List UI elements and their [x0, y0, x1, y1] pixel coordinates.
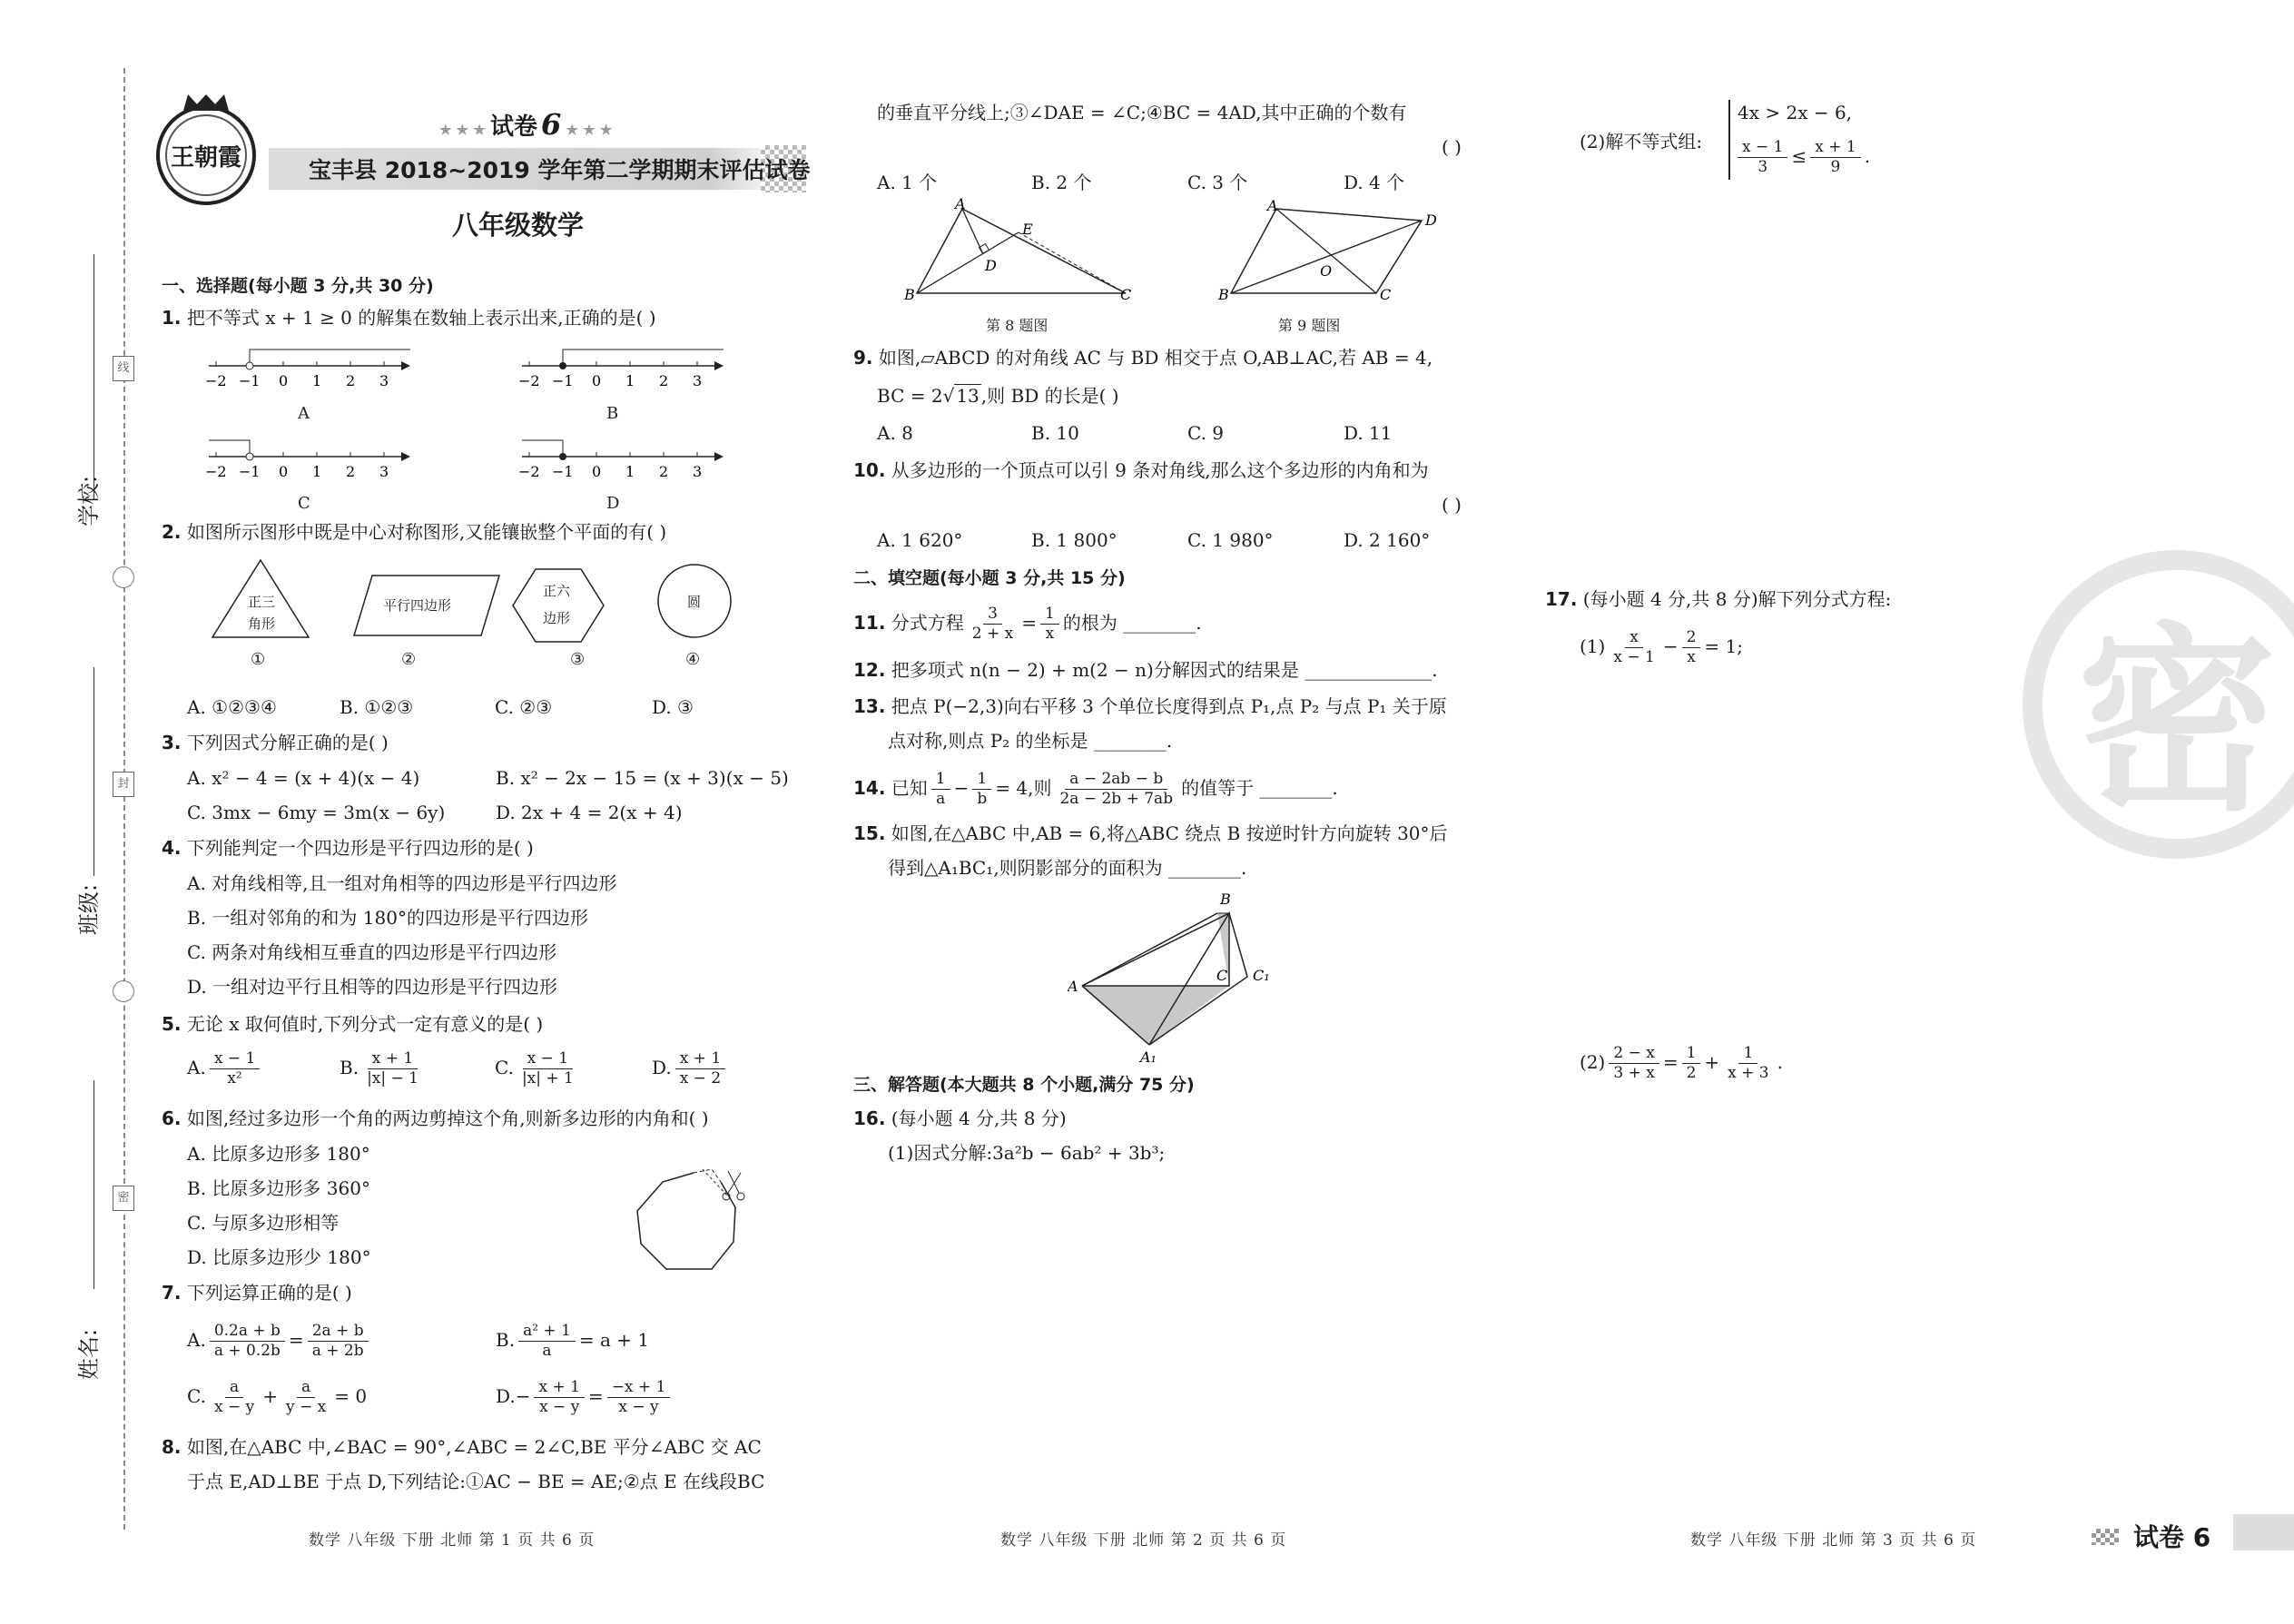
series-label: ★ ★ ★ 试卷 6 ★ ★ ★: [439, 107, 613, 142]
svg-text:2: 2: [659, 372, 669, 389]
q8-line2: 于点 E,AD⊥BE 于点 D,下列结论:①AC − BE = AE;②点 E 在线段BC: [187, 1471, 765, 1492]
svg-text:0: 0: [279, 372, 289, 389]
q2-shapes: [209, 556, 753, 674]
binding-line: [123, 68, 125, 1530]
svg-text:−1: −1: [239, 463, 261, 480]
svg-text:B: B: [1218, 286, 1229, 303]
svg-text:2: 2: [346, 463, 356, 480]
q5: 5. 无论 x 取何值时,下列分式一定有意义的是( ): [162, 1013, 544, 1035]
q2-option-d: D. ③: [652, 696, 694, 718]
binding-hole-2: [113, 980, 134, 1002]
q2-mark-4: ④: [685, 650, 701, 669]
q3: 3. 下列因式分解正确的是( ): [162, 732, 389, 753]
q15: 15. 如图,在△ABC 中,AB = 6,将△ABC 绕点 B 按逆时针方向旋转 30°后: [853, 822, 1448, 844]
svg-text:3: 3: [693, 372, 703, 389]
binding-mark-line: 线: [113, 356, 134, 381]
svg-text:C₁: C₁: [1253, 967, 1270, 984]
q2-option-c: C. ②③: [495, 696, 553, 718]
numline-d: [518, 440, 724, 480]
q1: 1. 把不等式 x + 1 ≥ 0 的解集在数轴上表示出来,正确的是( ): [162, 307, 656, 329]
sqrt-icon: √: [942, 385, 955, 407]
q3-option-c: C. 3mx − 6my = 3m(x − 6y): [187, 802, 446, 823]
q1-label-a: A: [298, 404, 310, 423]
binding-hole-1: [113, 566, 134, 588]
svg-text:3: 3: [693, 463, 703, 480]
q7-option-a: A. $\frac{0.2a + b}{a + 0.2b}$ = $\frac{2a + b}{a + 2b}$: [187, 1322, 372, 1361]
svg-text:D: D: [1425, 212, 1437, 229]
q6-option-c: C. 与原多边形相等: [187, 1212, 340, 1234]
q1-label-b: B: [606, 404, 619, 423]
logo: [156, 105, 256, 205]
q4-option-c: C. 两条对角线相互垂直的四边形是平行四边形: [187, 941, 557, 963]
footer-squares-icon: [2092, 1529, 2119, 1545]
svg-text:A: A: [955, 198, 966, 212]
svg-text:1: 1: [625, 372, 635, 389]
svg-text:0: 0: [279, 463, 289, 480]
q8-option-d: D. 4 个: [1344, 172, 1405, 193]
stars-left-icon: ★ ★ ★: [439, 122, 491, 138]
q4-option-b: B. 一组对邻角的和为 180°的四边形是平行四边形: [187, 907, 588, 929]
school-label: 学校:: [76, 475, 102, 527]
q15-line2: 得到△A₁BC₁,则阴影部分的面积为 ________.: [888, 857, 1247, 879]
svg-text:C: C: [1216, 967, 1228, 984]
hexagon-shape: [513, 569, 604, 642]
footer-badge-bar: [2233, 1514, 2294, 1550]
q4: 4. 下列能判定一个四边形是平行四边形的是( ): [162, 837, 534, 859]
q7: 7. 下列运算正确的是( ): [162, 1282, 352, 1304]
q5-option-b: B. $\frac{x + 1}{|x| - 1}$: [340, 1049, 418, 1088]
q2-mark-1: ①: [251, 650, 266, 669]
svg-text:0: 0: [592, 463, 602, 480]
q1-label-c: C: [298, 494, 310, 513]
q14: 14. 已知 $\frac{1}{a}$ − $\frac{1}{b}$ = 4,则 $\frac{a - 2ab - b}{2a - 2b + 7ab}$ 的值等于 ________.: [853, 770, 1338, 808]
binding-mark-secret: 密: [113, 1186, 134, 1211]
q5-option-c: C. $\frac{x - 1}{|x| + 1}$: [495, 1049, 574, 1088]
q1-label-d: D: [606, 494, 620, 513]
svg-text:−1: −1: [239, 372, 261, 389]
q2-option-a: A. ①②③④: [187, 696, 277, 718]
q1-number-lines: [200, 343, 726, 507]
figure-8-caption: 第 8 题图: [986, 317, 1049, 334]
q9: 9. 如图,▱ABCD 的对角线 AC 与 BD 相交于点 O,AB⊥AC,若 AB = 4,: [853, 347, 1433, 369]
footer-badge: 试卷 6: [2133, 1522, 2211, 1552]
binding-mark-seal: 封: [113, 772, 134, 797]
numline-c: [205, 440, 410, 480]
q3-option-a: A. x² − 4 = (x + 4)(x − 4): [187, 767, 420, 789]
subject-title: 八年级数学: [452, 210, 585, 241]
q8: 8. 如图,在△ABC 中,∠BAC = 90°,∠ABC = 2∠C,BE 平分∠ABC 交 AC: [162, 1436, 762, 1458]
q17-part1: (1) $\frac{x}{x - 1}$ − $\frac{2}{x}$ = 1;: [1580, 628, 1743, 666]
class-label: 班级:: [76, 883, 102, 935]
scissors-icon: [723, 1171, 744, 1200]
numline-a: [205, 349, 410, 389]
q8-continued: 的垂直平分线上;③∠DAE = ∠C;④BC = 4AD,其中正确的个数有: [877, 102, 1407, 123]
svg-text:A: A: [1068, 978, 1078, 995]
section1-title: 一、选择题(每小题 3 分,共 30 分): [162, 276, 434, 296]
q5-option-a: A. $\frac{x - 1}{\text{x²}}$: [187, 1049, 263, 1088]
q16: 16. (每小题 4 分,共 8 分): [853, 1107, 1067, 1129]
footer-page3: 数学 八年级 下册 北师 第 3 页 共 6 页: [1690, 1531, 1977, 1550]
stars-right-icon: ★ ★ ★: [561, 122, 613, 138]
svg-text:D: D: [985, 257, 997, 274]
svg-text:C: C: [1380, 286, 1392, 303]
q2-shape-label-1a: 正三: [248, 594, 276, 610]
q10: 10. 从多边形的一个顶点可以引 9 条对角线,那么这个多边形的内角和为: [853, 459, 1429, 481]
svg-text:−2: −2: [518, 372, 540, 389]
q9-option-c: C. 9: [1187, 422, 1225, 444]
q8-option-c: C. 3 个: [1187, 172, 1248, 193]
svg-text:0: 0: [592, 372, 602, 389]
q4-option-a: A. 对角线相等,且一组对角相等的四边形是平行四边形: [187, 872, 617, 894]
q12: 12. 把多项式 n(n − 2) + m(2 − n)分解因式的结果是 ______________.: [853, 659, 1438, 681]
svg-text:3: 3: [379, 463, 389, 480]
q2: 2. 如图所示图形中既是中心对称图形,又能镶嵌整个平面的有( ): [162, 521, 667, 543]
svg-text:C: C: [1120, 286, 1132, 303]
q6-option-b: B. 比原多边形多 360°: [187, 1177, 370, 1199]
q10-option-d: D. 2 160°: [1344, 529, 1431, 551]
svg-text:2: 2: [659, 463, 669, 480]
svg-text:−2: −2: [205, 372, 227, 389]
q6-option-a: A. 比原多边形多 180°: [187, 1143, 370, 1165]
q16-part1: (1)因式分解:3a²b − 6ab² + 3b³;: [888, 1142, 1166, 1164]
svg-text:B: B: [1220, 891, 1231, 908]
section2-title: 二、填空题(每小题 3 分,共 15 分): [853, 568, 1126, 588]
svg-text:−1: −1: [552, 463, 574, 480]
q7-option-d: D.− $\frac{x + 1}{x - y}$ = $\frac{-x + 1}{x - y}$: [496, 1378, 674, 1417]
section3-title: 三、解答题(本大题共 8 个小题,满分 75 分): [853, 1075, 1195, 1095]
q6-polygon-figure: [621, 1162, 775, 1280]
q2-shape-label-3b: 边形: [543, 610, 571, 626]
q2-shape-label-2: 平行四边形: [383, 597, 452, 614]
q10-option-b: B. 1 800°: [1031, 529, 1117, 551]
q7-option-b: B. $\frac{\text{a² + 1}}{a}$ = a + 1: [496, 1322, 650, 1360]
q16-part2-label: (2)解不等式组:: [1580, 131, 1703, 153]
svg-text:1: 1: [625, 463, 635, 480]
footer-page2: 数学 八年级 下册 北师 第 2 页 共 6 页: [1000, 1531, 1287, 1550]
q8-paren: ( ): [1442, 136, 1462, 158]
q8-option-a: A. 1 个: [877, 172, 938, 193]
q10-option-c: C. 1 980°: [1187, 529, 1274, 551]
logo-crown-icon: [183, 94, 229, 111]
svg-text:1: 1: [312, 372, 322, 389]
q17: 17. (每小题 4 分,共 8 分)解下列分式方程:: [1545, 588, 1892, 610]
svg-text:O: O: [1320, 262, 1333, 280]
svg-text:3: 3: [379, 372, 389, 389]
q2-mark-2: ②: [401, 650, 417, 669]
svg-text:−1: −1: [552, 372, 574, 389]
q2-shape-label-4: 圆: [687, 594, 702, 610]
q13: 13. 把点 P(−2,3)向右平移 3 个单位长度得到点 P₁,点 P₂ 与点 P₁ 关于原: [853, 695, 1447, 717]
svg-text:−2: −2: [518, 463, 540, 480]
svg-text:B: B: [904, 286, 915, 303]
svg-text:1: 1: [312, 463, 322, 480]
numline-b: [518, 349, 724, 389]
q17-part2: (2) $\frac{2 - x}{3 + x}$ = $\frac{1}{2}$ + $\frac{1}{x + 3}$ .: [1580, 1044, 1783, 1082]
logo-text: 王朝霞: [170, 143, 241, 172]
q9-option-d: D. 11: [1344, 422, 1393, 444]
figure-15: [1068, 877, 1304, 1068]
q9-option-a: A. 8: [877, 422, 913, 444]
svg-text:A₁: A₁: [1140, 1048, 1157, 1066]
svg-text:−2: −2: [205, 463, 227, 480]
svg-text:E: E: [1022, 221, 1033, 238]
q8-option-b: B. 2 个: [1031, 172, 1092, 193]
figure-8: [899, 198, 1144, 307]
figure-9-caption: 第 9 题图: [1278, 317, 1341, 334]
inequality-2: $\frac{x - 1}{3}$ ≤ $\frac{x + 1}{9}$ .: [1734, 138, 1870, 177]
q3-option-b: B. x² − 2x − 15 = (x + 3)(x − 5): [496, 767, 789, 789]
footer-page1: 数学 八年级 下册 北师 第 1 页 共 6 页: [309, 1531, 596, 1550]
q6: 6. 如图,经过多边形一个角的两边剪掉这个角,则新多边形的内角和( ): [162, 1107, 709, 1129]
q11: 11. 分式方程 $\frac{3}{2 + x}$ = $\frac{1}{x}$ 的根为 ________.: [853, 605, 1202, 643]
q2-shape-label-1b: 角形: [248, 615, 276, 632]
q2-shape-label-3a: 正六: [543, 583, 571, 599]
q2-option-b: B. ①②③: [340, 696, 414, 718]
q9-line2: BC = 2√ 13 ,则 BD 的长是( ): [877, 385, 1119, 407]
secret-seal-watermark: 密: [2023, 550, 2294, 859]
q10-paren: ( ): [1442, 494, 1462, 516]
q5-option-d: D. $\frac{x + 1}{x - 2}$: [652, 1049, 729, 1088]
svg-text:A: A: [1267, 198, 1278, 214]
q13-line2: 点对称,则点 P₂ 的坐标是 ________.: [888, 730, 1173, 752]
q10-option-a: A. 1 620°: [877, 529, 963, 551]
q7-option-c: C. $\frac{a}{x - y}$ + $\frac{a}{y - x}$ = 0: [187, 1378, 368, 1416]
q6-option-d: D. 比原多边形少 180°: [187, 1246, 371, 1268]
exam-title: 宝丰县 2018~2019 学年第二学期期末评估试卷: [309, 157, 811, 183]
svg-text:2: 2: [346, 372, 356, 389]
q3-option-d: D. 2x + 4 = 2(x + 4): [496, 802, 683, 823]
q4-option-d: D. 一组对边平行且相等的四边形是平行四边形: [187, 976, 558, 998]
inequality-1: 4x > 2x − 6,: [1738, 102, 1853, 123]
name-label: 姓名:: [76, 1328, 102, 1380]
q2-mark-3: ③: [570, 650, 586, 669]
figure-9: [1213, 198, 1449, 307]
q9-option-b: B. 10: [1031, 422, 1079, 444]
